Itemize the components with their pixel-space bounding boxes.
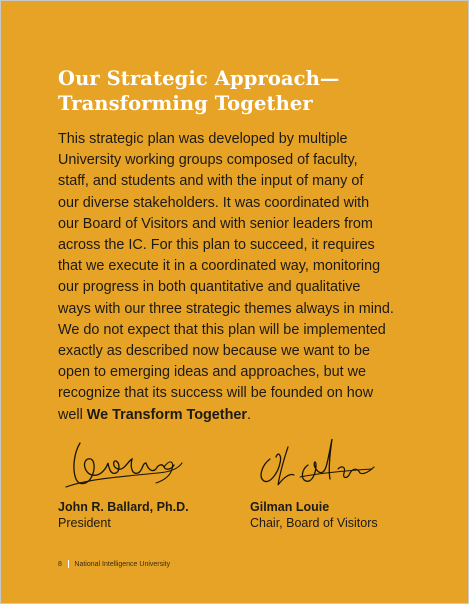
signatory-title: Chair, Board of Visitors bbox=[250, 516, 378, 530]
page-number: 8 bbox=[58, 560, 62, 568]
body-line: ways with our three strategic themes always in mind. bbox=[58, 300, 394, 317]
body-line: across the IC. For this plan to succeed, it requires bbox=[58, 237, 375, 254]
heading-line-1: Our Strategic Approach— bbox=[58, 67, 340, 90]
footer-divider bbox=[68, 560, 70, 568]
body-line: our diverse stakeholders. It was coordinated with bbox=[58, 194, 370, 211]
signature-block-president bbox=[58, 429, 189, 532]
body-paragraph bbox=[58, 129, 418, 426]
emphasized-phrase: We Transform Together bbox=[86, 406, 247, 423]
section-heading bbox=[58, 66, 458, 116]
body-line: that we execute it in a coordinated way, monitoring bbox=[58, 258, 381, 275]
body-line: University working groups composed of faculty, bbox=[58, 152, 358, 169]
handwritten-signature-louie bbox=[250, 429, 380, 499]
body-last-line-prefix: well bbox=[58, 406, 87, 423]
signatory-title: President bbox=[58, 516, 111, 530]
page-footer bbox=[58, 560, 170, 568]
heading-line-2: Transforming Together bbox=[58, 92, 313, 115]
body-last-line-suffix: . bbox=[246, 406, 251, 423]
body-line: our Board of Visitors and with senior leaders from bbox=[58, 215, 373, 232]
body-line: exactly as described now because we want to be bbox=[58, 343, 370, 360]
body-line: recognize that its success will be founded on how bbox=[58, 385, 374, 402]
body-last-line bbox=[58, 405, 418, 426]
body-line: staff, and students and with the input of many of bbox=[58, 173, 364, 190]
signature-block-chair bbox=[250, 429, 380, 532]
body-line: This strategic plan was developed by multiple bbox=[58, 131, 348, 147]
body-line: open to emerging ideas and approaches, but we bbox=[58, 364, 367, 381]
signatory-name: Gilman Louie bbox=[250, 500, 330, 514]
publication-name: National Intelligence University bbox=[74, 560, 171, 568]
signatory-name: John R. Ballard, Ph.D. bbox=[58, 500, 189, 514]
body-line: our progress in both quantitative and qualitative bbox=[58, 279, 361, 296]
body-line: We do not expect that this plan will be implemented bbox=[58, 321, 386, 338]
handwritten-signature-ballard bbox=[58, 429, 188, 499]
